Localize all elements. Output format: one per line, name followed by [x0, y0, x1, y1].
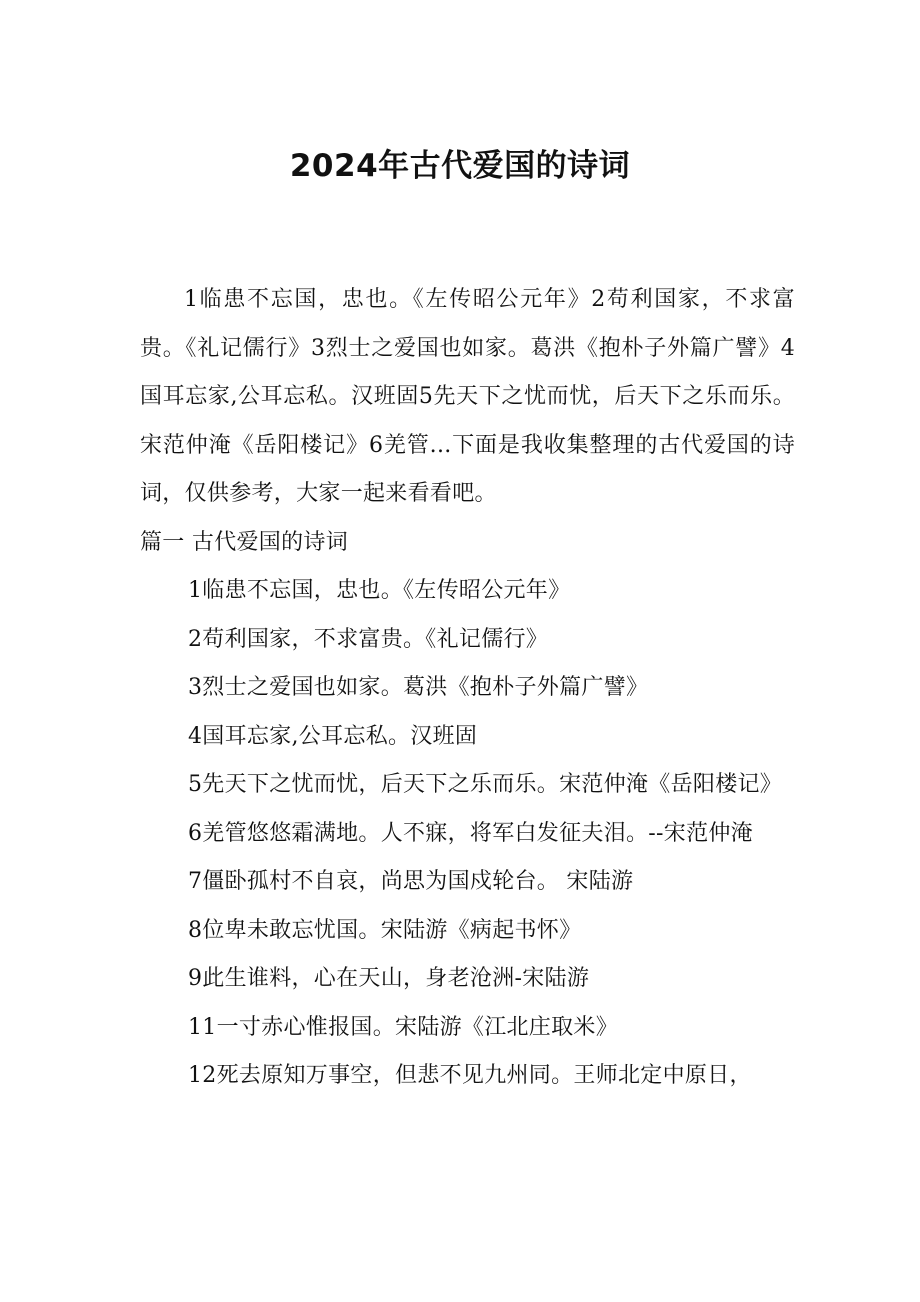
poem-line: 3烈士之爱国也如家。葛洪《抱朴子外篇广譬》 [188, 675, 649, 700]
poem-line: 2苟利国家，不求富贵。《礼记儒行》 [188, 626, 549, 652]
poem-line: 6羌管悠悠霜满地。人不寐，将军白发征夫泪。--宋范仲淹 [188, 820, 753, 846]
poem-line: 12死去原知万事空，但悲不见九州同。王师北定中原日， [188, 1063, 752, 1088]
poem-line: 11一寸赤心惟报国。宋陆游《江北庄取米》 [188, 1014, 618, 1040]
document-body [140, 276, 795, 1101]
poem-line: 7僵卧孤村不自哀，尚思为国戍轮台。 宋陆游 [188, 869, 634, 894]
document-title: 2024年古代爱国的诗词 [289, 148, 631, 184]
section-heading: 篇一 古代爱国的诗词 [140, 529, 348, 555]
intro-paragraph: 1临患不忘国，忠也。《左传昭公元年》2苟利国家，不求富贵。《礼记儒行》3烈士之爱国也如家。葛洪《抱朴子外篇广譬》4国耳忘家,公耳忘私。汉班固5先天下之忧而忧，后天下之乐而乐。宋范仲淹《岳阳楼记》6羌管...下面是我收集整理的古代爱国的诗词，仅供参考，大家一起来看看吧。 [140, 287, 795, 506]
poem-line: 5先天下之忧而忧，后天下之乐而乐。宋范仲淹《岳阳楼记》 [188, 772, 783, 797]
poem-line: 8位卑未敢忘忧国。宋陆游《病起书怀》 [188, 917, 582, 943]
poem-line: 1临患不忘国，忠也。《左传昭公元年》 [188, 578, 571, 603]
poem-line: 9此生谁料，心在天山，身老沧洲-宋陆游 [188, 966, 590, 991]
poem-line: 4国耳忘家,公耳忘私。汉班固 [188, 723, 478, 749]
